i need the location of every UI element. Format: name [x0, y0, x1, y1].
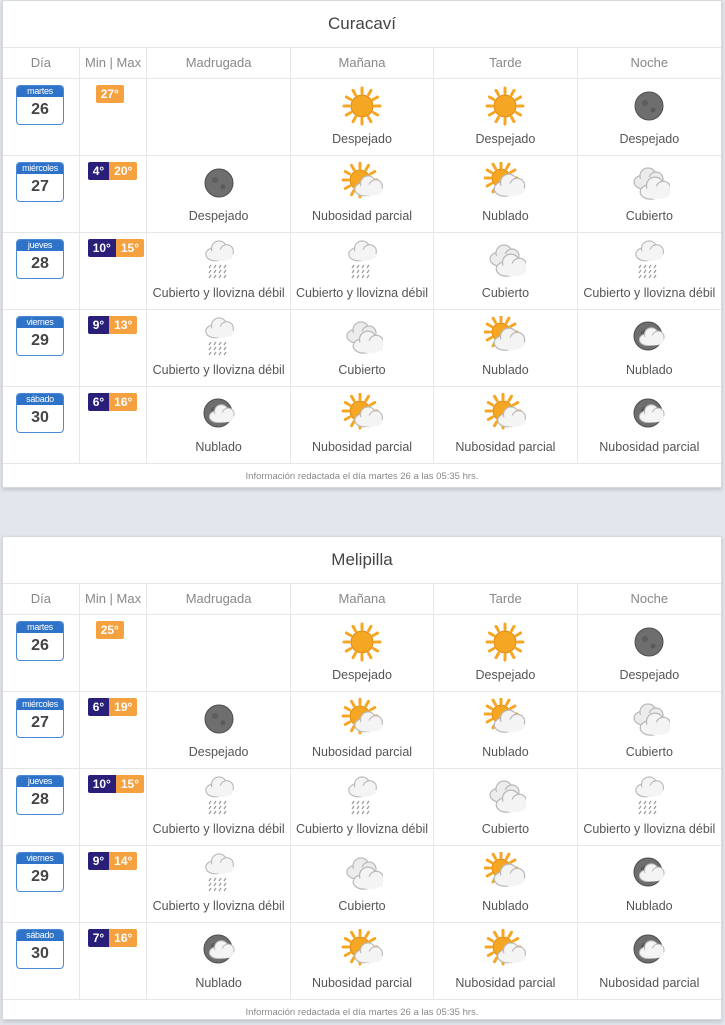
sun-cloud-icon	[484, 929, 526, 971]
period-cell	[578, 769, 721, 845]
period-cell	[578, 156, 721, 232]
drizzle-icon	[198, 316, 240, 358]
day-cell	[3, 233, 80, 309]
moon-icon	[198, 162, 240, 204]
header-tarde: Tarde	[434, 48, 577, 78]
max-temp: 14°	[109, 852, 137, 870]
temp-cell	[80, 923, 148, 999]
calendar-icon	[16, 698, 64, 738]
weather-label: Nublado	[195, 440, 242, 454]
min-temp: 9°	[88, 316, 109, 334]
weather-label: Despejado	[619, 668, 680, 682]
min-temp: 7°	[88, 929, 109, 947]
moon-icon	[198, 698, 240, 740]
weather-label: Nubosidad parcial	[455, 976, 556, 990]
forecast-panel-melipilla	[2, 536, 722, 1020]
header-manana: Mañana	[291, 48, 434, 78]
table-header	[3, 48, 721, 79]
weather-label: Nublado	[482, 363, 529, 377]
date-number: 30	[31, 945, 49, 962]
period-cell	[578, 923, 721, 999]
forecast-rows	[3, 615, 721, 1000]
period-cell	[434, 692, 577, 768]
drizzle-icon	[198, 775, 240, 817]
temp-badges	[88, 239, 144, 257]
period-cell	[578, 846, 721, 922]
drizzle-icon	[198, 852, 240, 894]
period-cell	[147, 923, 290, 999]
weather-label: Nubosidad parcial	[599, 440, 700, 454]
city-title: Curacaví	[3, 1, 721, 48]
date-number: 26	[31, 637, 49, 654]
weekday-label: miércoles	[17, 163, 63, 174]
header-manana: Mañana	[291, 584, 434, 614]
period-cell	[434, 79, 577, 155]
drizzle-icon	[628, 775, 670, 817]
sun-cloudy-icon	[484, 316, 526, 358]
cloud-icon	[628, 698, 670, 740]
weather-label: Cubierto y llovizna débil	[152, 822, 285, 836]
weekday-label: sábado	[17, 394, 63, 405]
period-cell	[434, 923, 577, 999]
table-header	[3, 584, 721, 615]
date-number: 27	[31, 714, 49, 731]
sun-icon	[484, 621, 526, 663]
period-cell	[434, 310, 577, 386]
forecast-row	[3, 233, 721, 310]
period-cell	[291, 769, 434, 845]
period-cell	[291, 615, 434, 691]
sun-cloudy-icon	[484, 698, 526, 740]
date-number: 29	[31, 868, 49, 885]
calendar-icon	[16, 162, 64, 202]
forecast-row	[3, 769, 721, 846]
temp-badges	[88, 162, 138, 180]
cloud-icon	[341, 316, 383, 358]
date-number: 30	[31, 409, 49, 426]
temp-badges	[88, 85, 124, 103]
sun-icon	[341, 85, 383, 127]
moon-cloud-icon	[198, 929, 240, 971]
weekday-label: viernes	[17, 853, 63, 864]
date-number: 29	[31, 332, 49, 349]
forecast-row	[3, 79, 721, 156]
header-noche: Noche	[630, 55, 669, 70]
sun-icon	[341, 621, 383, 663]
header-noche: Noche	[630, 591, 669, 606]
period-cell	[147, 692, 290, 768]
temp-cell	[80, 310, 148, 386]
moon-cloud-icon	[628, 852, 670, 894]
day-cell	[3, 846, 80, 922]
forecast-row	[3, 692, 721, 769]
weather-label: Cubierto y llovizna débil	[152, 363, 285, 377]
weather-label: Cubierto	[625, 745, 673, 759]
weather-label: Nubosidad parcial	[311, 745, 413, 759]
weather-label: Despejado	[332, 668, 392, 682]
weather-label: Cubierto y llovizna débil	[583, 822, 716, 836]
period-cell	[578, 615, 721, 691]
period-cell	[147, 846, 290, 922]
forecast-row	[3, 156, 721, 233]
period-cell	[434, 846, 577, 922]
period-cell	[147, 615, 290, 691]
weather-label: Cubierto	[481, 822, 530, 836]
period-cell	[578, 233, 721, 309]
weather-label: Nubosidad parcial	[311, 440, 413, 454]
forecast-row	[3, 923, 721, 1000]
forecast-rows	[3, 79, 721, 464]
temp-cell	[80, 156, 148, 232]
period-cell	[147, 79, 290, 155]
cloud-icon	[628, 162, 670, 204]
forecast-row	[3, 387, 721, 464]
period-cell	[578, 310, 721, 386]
weather-label: Nubosidad parcial	[599, 976, 700, 990]
moon-cloud-icon	[198, 393, 240, 435]
forecast-row	[3, 615, 721, 692]
period-cell	[291, 156, 434, 232]
drizzle-icon	[341, 239, 383, 281]
min-temp: 6°	[88, 698, 109, 716]
day-cell	[3, 156, 80, 232]
weekday-label: viernes	[17, 317, 63, 328]
header-tarde: Tarde	[434, 584, 577, 614]
period-cell	[147, 156, 290, 232]
calendar-icon	[16, 393, 64, 433]
max-temp: 16°	[109, 393, 137, 411]
period-cell	[291, 310, 434, 386]
day-cell	[3, 387, 80, 463]
period-cell	[578, 692, 721, 768]
weather-label: Cubierto y llovizna débil	[583, 286, 716, 300]
drizzle-icon	[628, 239, 670, 281]
weather-label: Nublado	[482, 209, 529, 223]
weather-label: Nublado	[626, 363, 673, 377]
forecast-row	[3, 846, 721, 923]
temp-cell	[80, 233, 148, 309]
sun-cloud-icon	[341, 393, 383, 435]
date-number: 27	[31, 178, 49, 195]
temp-cell	[80, 846, 148, 922]
temp-cell	[80, 615, 148, 691]
weather-label: Despejado	[619, 132, 680, 146]
calendar-icon	[16, 852, 64, 892]
weekday-label: jueves	[17, 776, 63, 787]
drizzle-icon	[198, 239, 240, 281]
weekday-label: jueves	[17, 240, 63, 251]
header-min-max: Min | Max	[80, 48, 148, 78]
temp-badges	[88, 393, 138, 411]
min-temp: 10°	[88, 239, 116, 257]
drizzle-icon	[341, 775, 383, 817]
cloud-icon	[484, 239, 526, 281]
weather-label: Nubosidad parcial	[311, 976, 413, 990]
temp-badges	[88, 775, 144, 793]
sun-cloud-icon	[341, 698, 383, 740]
day-cell	[3, 769, 80, 845]
moon-icon	[628, 85, 670, 127]
sun-icon	[484, 85, 526, 127]
min-temp: 4°	[88, 162, 109, 180]
temp-cell	[80, 769, 148, 845]
min-temp: 9°	[88, 852, 109, 870]
weather-label: Cubierto	[338, 363, 386, 377]
date-number: 26	[31, 101, 49, 118]
weekday-label: sábado	[17, 930, 63, 941]
day-cell	[3, 923, 80, 999]
max-temp: 16°	[109, 929, 137, 947]
weather-label: Despejado	[475, 132, 536, 146]
sun-cloud-icon	[341, 929, 383, 971]
calendar-icon	[16, 85, 64, 125]
weather-label: Nubosidad parcial	[455, 440, 556, 454]
temp-badges	[88, 621, 124, 639]
moon-icon	[628, 621, 670, 663]
weather-label: Despejado	[332, 132, 392, 146]
weather-label: Cubierto	[481, 286, 530, 300]
period-cell	[434, 615, 577, 691]
header-day: Día	[3, 48, 80, 78]
temp-badges	[88, 852, 138, 870]
period-cell	[147, 310, 290, 386]
period-cell	[147, 769, 290, 845]
period-cell	[291, 692, 434, 768]
min-temp: 10°	[88, 775, 116, 793]
date-number: 28	[31, 255, 49, 272]
sun-cloudy-icon	[484, 162, 526, 204]
period-cell	[147, 233, 290, 309]
sun-cloudy-icon	[484, 852, 526, 894]
header-madrugada: Madrugada	[147, 584, 290, 614]
calendar-icon	[16, 775, 64, 815]
temp-badges	[88, 698, 138, 716]
weather-label: Cubierto y llovizna débil	[152, 899, 285, 913]
period-cell	[147, 387, 290, 463]
period-cell	[578, 387, 721, 463]
period-cell	[434, 387, 577, 463]
max-temp: 15°	[116, 239, 144, 257]
moon-cloud-icon	[628, 393, 670, 435]
weather-label: Cubierto	[625, 209, 673, 223]
weather-label: Nublado	[626, 899, 673, 913]
header-day: Día	[3, 584, 80, 614]
period-cell	[291, 923, 434, 999]
temp-badges	[88, 929, 138, 947]
info-footer: Información redactada el día martes 26 a las 05:35 hrs.	[245, 1007, 479, 1018]
period-cell	[291, 387, 434, 463]
weather-label: Despejado	[188, 209, 249, 223]
moon-cloud-icon	[628, 929, 670, 971]
max-temp: 25°	[96, 621, 124, 639]
moon-cloud-icon	[628, 316, 670, 358]
weather-label: Despejado	[475, 668, 536, 682]
max-temp: 27°	[96, 85, 124, 103]
weather-label: Nublado	[482, 899, 529, 913]
info-footer: Información redactada el día martes 26 a las 05:35 hrs.	[245, 471, 479, 482]
date-number: 28	[31, 791, 49, 808]
cloud-icon	[484, 775, 526, 817]
calendar-icon	[16, 239, 64, 279]
header-min-max: Min | Max	[80, 584, 148, 614]
max-temp: 15°	[116, 775, 144, 793]
temp-cell	[80, 387, 148, 463]
cloud-icon	[341, 852, 383, 894]
sun-cloud-icon	[484, 393, 526, 435]
min-temp: 6°	[88, 393, 109, 411]
max-temp: 13°	[109, 316, 137, 334]
weekday-label: martes	[17, 622, 63, 633]
weather-label: Cubierto	[338, 899, 386, 913]
temp-cell	[80, 79, 148, 155]
max-temp: 20°	[109, 162, 137, 180]
header-madrugada: Madrugada	[147, 48, 290, 78]
calendar-icon	[16, 621, 64, 661]
period-cell	[434, 233, 577, 309]
day-cell	[3, 692, 80, 768]
period-cell	[291, 233, 434, 309]
city-title: Melipilla	[3, 537, 721, 584]
day-cell	[3, 79, 80, 155]
weather-label: Cubierto y llovizna débil	[296, 286, 429, 300]
weather-label: Nubosidad parcial	[311, 209, 413, 223]
max-temp: 19°	[109, 698, 137, 716]
weather-label: Despejado	[188, 745, 249, 759]
weekday-label: martes	[17, 86, 63, 97]
period-cell	[434, 769, 577, 845]
calendar-icon	[16, 929, 64, 969]
forecast-row	[3, 310, 721, 387]
period-cell	[578, 79, 721, 155]
day-cell	[3, 310, 80, 386]
calendar-icon	[16, 316, 64, 356]
period-cell	[291, 846, 434, 922]
weekday-label: miércoles	[17, 699, 63, 710]
forecast-panel-curacavi	[2, 0, 722, 488]
temp-badges	[88, 316, 138, 334]
weather-label: Nublado	[195, 976, 242, 990]
period-cell	[434, 156, 577, 232]
weather-label: Cubierto y llovizna débil	[296, 822, 429, 836]
period-cell	[291, 79, 434, 155]
temp-cell	[80, 692, 148, 768]
sun-cloud-icon	[341, 162, 383, 204]
weather-label: Cubierto y llovizna débil	[152, 286, 285, 300]
weather-label: Nublado	[482, 745, 529, 759]
day-cell	[3, 615, 80, 691]
